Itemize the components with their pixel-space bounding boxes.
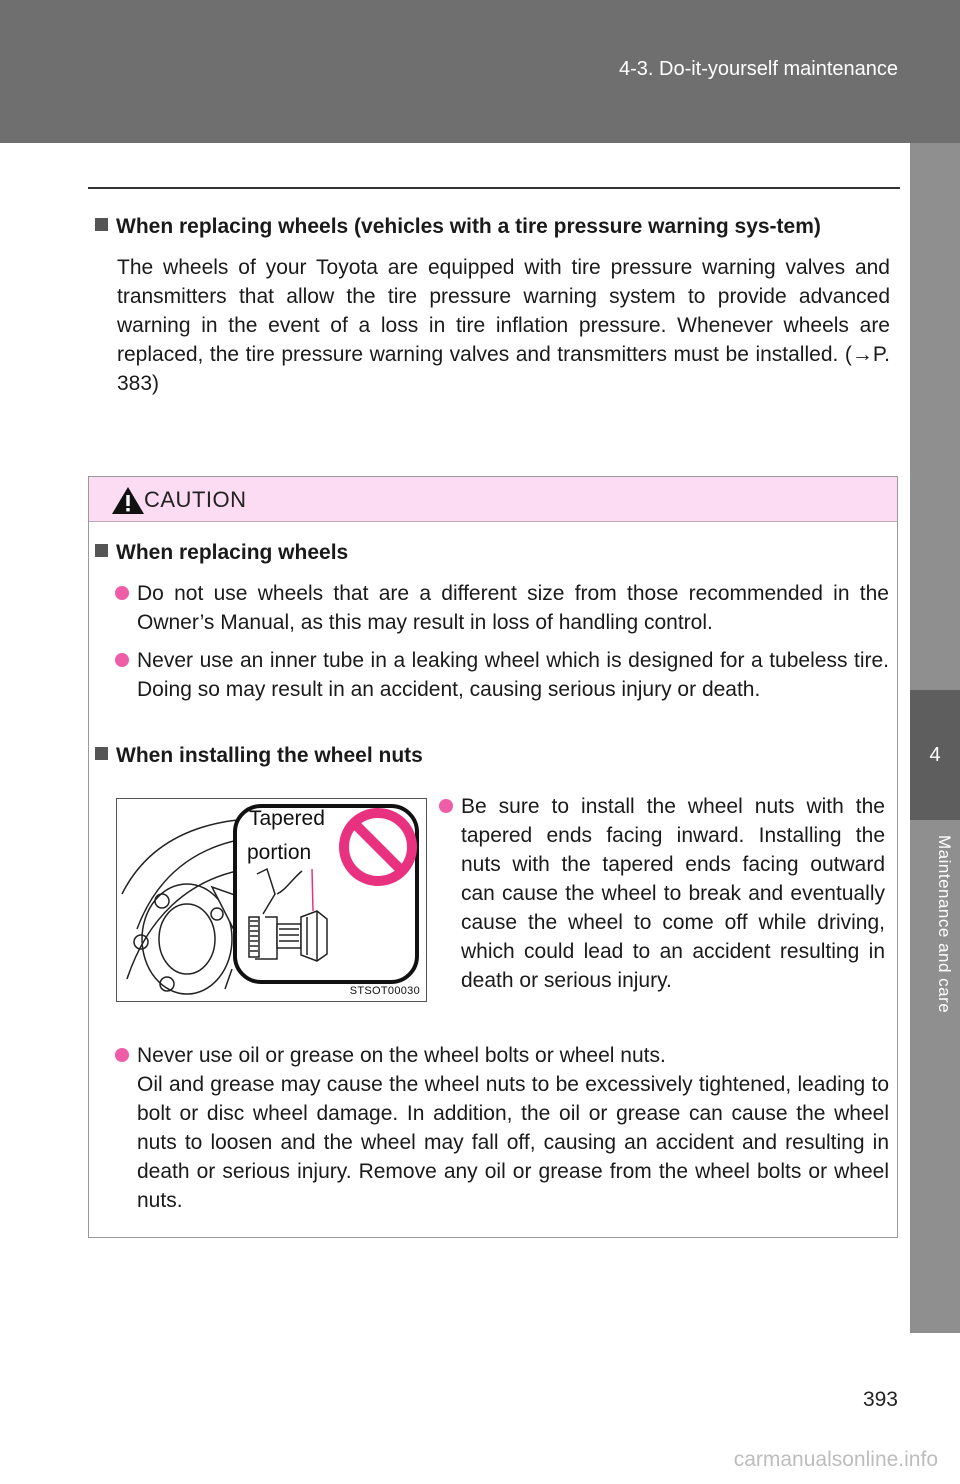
- figure-label-tapered: Tapered: [249, 807, 325, 830]
- square-bullet-icon: [95, 544, 108, 557]
- chapter-number: 4: [910, 690, 960, 820]
- warning-triangle-icon: [111, 485, 145, 515]
- figure-code: STSOT00030: [349, 985, 420, 997]
- square-bullet-icon: [95, 747, 108, 760]
- caution-subheading-nuts: When installing the wheel nuts: [95, 744, 423, 768]
- wheel-nut-figure: [116, 798, 427, 1002]
- chapter-label: Maintenance and care: [935, 835, 954, 1014]
- caution-label: CAUTION: [144, 487, 247, 512]
- caution-subheading-replacing: When replacing wheels: [95, 541, 348, 565]
- caution-item-no-oil-grease: [115, 1041, 889, 1215]
- wheel-replacement-section: [95, 212, 890, 398]
- square-bullet-icon: [95, 218, 108, 231]
- no-oil-title: Never use oil or grease on the wheel bolts or wheel nuts.: [137, 1044, 666, 1067]
- caution-item-tapered-ends: Be sure to install the wheel nuts with the tapered ends facing inward. Installing the nuts with the tapered ends facing outward can cause the wheel to break and eventually cause the wheel to come off while driving, which could lead to an accident resulting in death or serious injury.: [439, 792, 885, 995]
- section-title: 4-3. Do-it-yourself maintenance: [618, 58, 898, 80]
- page-number: 393: [862, 1388, 898, 1411]
- header-rule: [88, 187, 900, 189]
- dot-bullet-icon: [115, 1048, 129, 1062]
- dot-bullet-icon: [439, 799, 453, 813]
- section-heading: When replacing wheels (vehicles with a tire pressure warning sys-tem): [95, 212, 890, 241]
- dot-bullet-icon: [115, 586, 129, 600]
- caution-header: [89, 477, 897, 522]
- caution-item-wheel-size: Do not use wheels that are a different size from those recommended in the Owner’s Manual, as this may result in loss of handling control.: [115, 579, 889, 637]
- dot-bullet-icon: [115, 653, 129, 667]
- caution-item-inner-tube: Never use an inner tube in a leaking wheel which is designed for a tubeless tire. Doing so may result in an accident, causing serious injury or death.: [115, 646, 889, 704]
- no-oil-body: Oil and grease may cause the wheel nuts to be excessively tightened, leading to bolt or disc wheel damage. In addition, the oil or grease can cause the wheel nuts to loosen and the wheel may fall off, causing an accident and resulting in death or serious injury. Remove any oil or grease from the wheel bolts or wheel nuts.: [137, 1073, 889, 1212]
- figure-label-portion: portion: [247, 841, 312, 864]
- section-body: The wheels of your Toyota are equipped with tire pressure warning valves and transmitters that allow the tire pressure warning system to provide advanced warning in the event of a loss in tire inflation pressure. Whenever wheels are replaced, the tire pressure warning valves and transmitters must be installed. (→P. 383): [117, 256, 890, 395]
- watermark: carmanualsonline.info: [733, 1448, 938, 1471]
- caution-box: [88, 476, 898, 1238]
